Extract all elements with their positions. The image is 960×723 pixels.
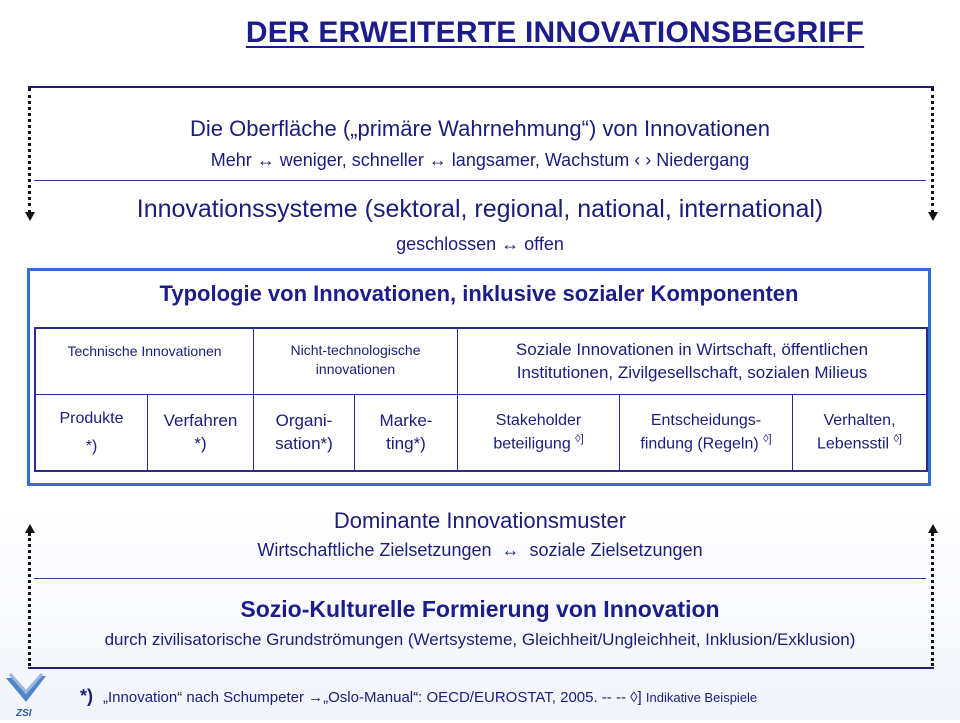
- item-stakeholder: [458, 395, 619, 470]
- item-produkte: [36, 395, 147, 470]
- item-label: Verhalten,: [823, 412, 896, 430]
- arrow-up-icon: [928, 524, 938, 533]
- group-social: Soziale Innovationen in Wirtschaft, öffentlichen Institutionen, Zivilgesellschaft, sozialen Milieus: [515, 339, 869, 382]
- systems-subline: geschlossen ↔ offen: [396, 234, 564, 254]
- item-label: Stakeholder: [495, 412, 582, 430]
- item-label: findung (Regeln): [640, 435, 759, 453]
- right-dotted-arrow-up: [931, 533, 934, 666]
- patterns-heading: Dominante Innovationsmuster: [333, 508, 627, 533]
- footnote-indicative: Indikative Beispiele: [645, 690, 758, 705]
- item-organisation: [254, 395, 354, 470]
- item-label: ting*): [386, 433, 426, 453]
- item-label: Produkte: [59, 409, 124, 427]
- indicative-mark: ◊]: [763, 432, 772, 445]
- item-label: Verfahren: [163, 410, 238, 430]
- item-label: Lebensstil: [817, 435, 890, 453]
- item-label: Marke-: [379, 410, 433, 430]
- surface-subline: Mehr ↔ weniger, schneller ↔ langsamer, Wachstum ‹ › Niedergang: [210, 150, 750, 170]
- item-label: beteiligung: [493, 435, 571, 453]
- item-entscheidung: [620, 395, 792, 470]
- item-verhalten: [793, 395, 926, 470]
- zsi-logo-icon: [2, 672, 52, 718]
- typology-heading: Typologie von Innovationen, inklusive sozialer Komponenten: [159, 281, 799, 306]
- arrow-up-icon: [25, 524, 35, 533]
- page-title: DER ERWEITERTE INNOVATIONSBEGRIFF: [245, 16, 865, 49]
- divider: [34, 180, 926, 181]
- footnote-star: *): [80, 686, 93, 706]
- sociocultural-subline: durch zivilisatorische Grundströmungen (Wertsysteme, Gleichheit/Ungleichheit, Inklusion/Exklusion): [104, 630, 856, 649]
- surface-heading: Die Oberfläche („primäre Wahrnehmung“) von Innovationen: [189, 116, 770, 141]
- group-technical: Technische Innovationen: [67, 343, 222, 360]
- logo-text: ZSI: [16, 708, 32, 718]
- group-non-technological: Nicht-technologische innovationen: [290, 342, 421, 377]
- footnote: [80, 686, 940, 707]
- item-label: Entscheidungs-: [650, 412, 762, 430]
- typology-table: [34, 327, 928, 472]
- item-label: *): [85, 437, 98, 455]
- indicative-mark: ◊]: [575, 432, 584, 445]
- divider: [34, 578, 926, 579]
- right-dotted-arrow-down: [931, 88, 934, 213]
- item-marketing: [355, 395, 457, 470]
- footnote-text: „Innovation“ nach Schumpeter →„Oslo-Manual“: OECD/EUROSTAT, 2005. -- -- ◊]: [103, 689, 642, 706]
- bottom-divider: [28, 667, 934, 669]
- top-divider: [28, 86, 934, 88]
- item-label: *): [194, 433, 207, 453]
- sociocultural-heading: Sozio-Kulturelle Formierung von Innovation: [240, 596, 720, 622]
- patterns-subline: Wirtschaftliche Zielsetzungen ↔ soziale Zielsetzungen: [257, 540, 703, 560]
- item-label: Organi-: [275, 410, 333, 430]
- systems-heading: Innovationssysteme (sektoral, regional, national, international): [136, 195, 824, 223]
- indicative-mark: ◊]: [893, 432, 902, 445]
- item-label: sation*): [275, 433, 333, 453]
- item-verfahren: [148, 395, 253, 470]
